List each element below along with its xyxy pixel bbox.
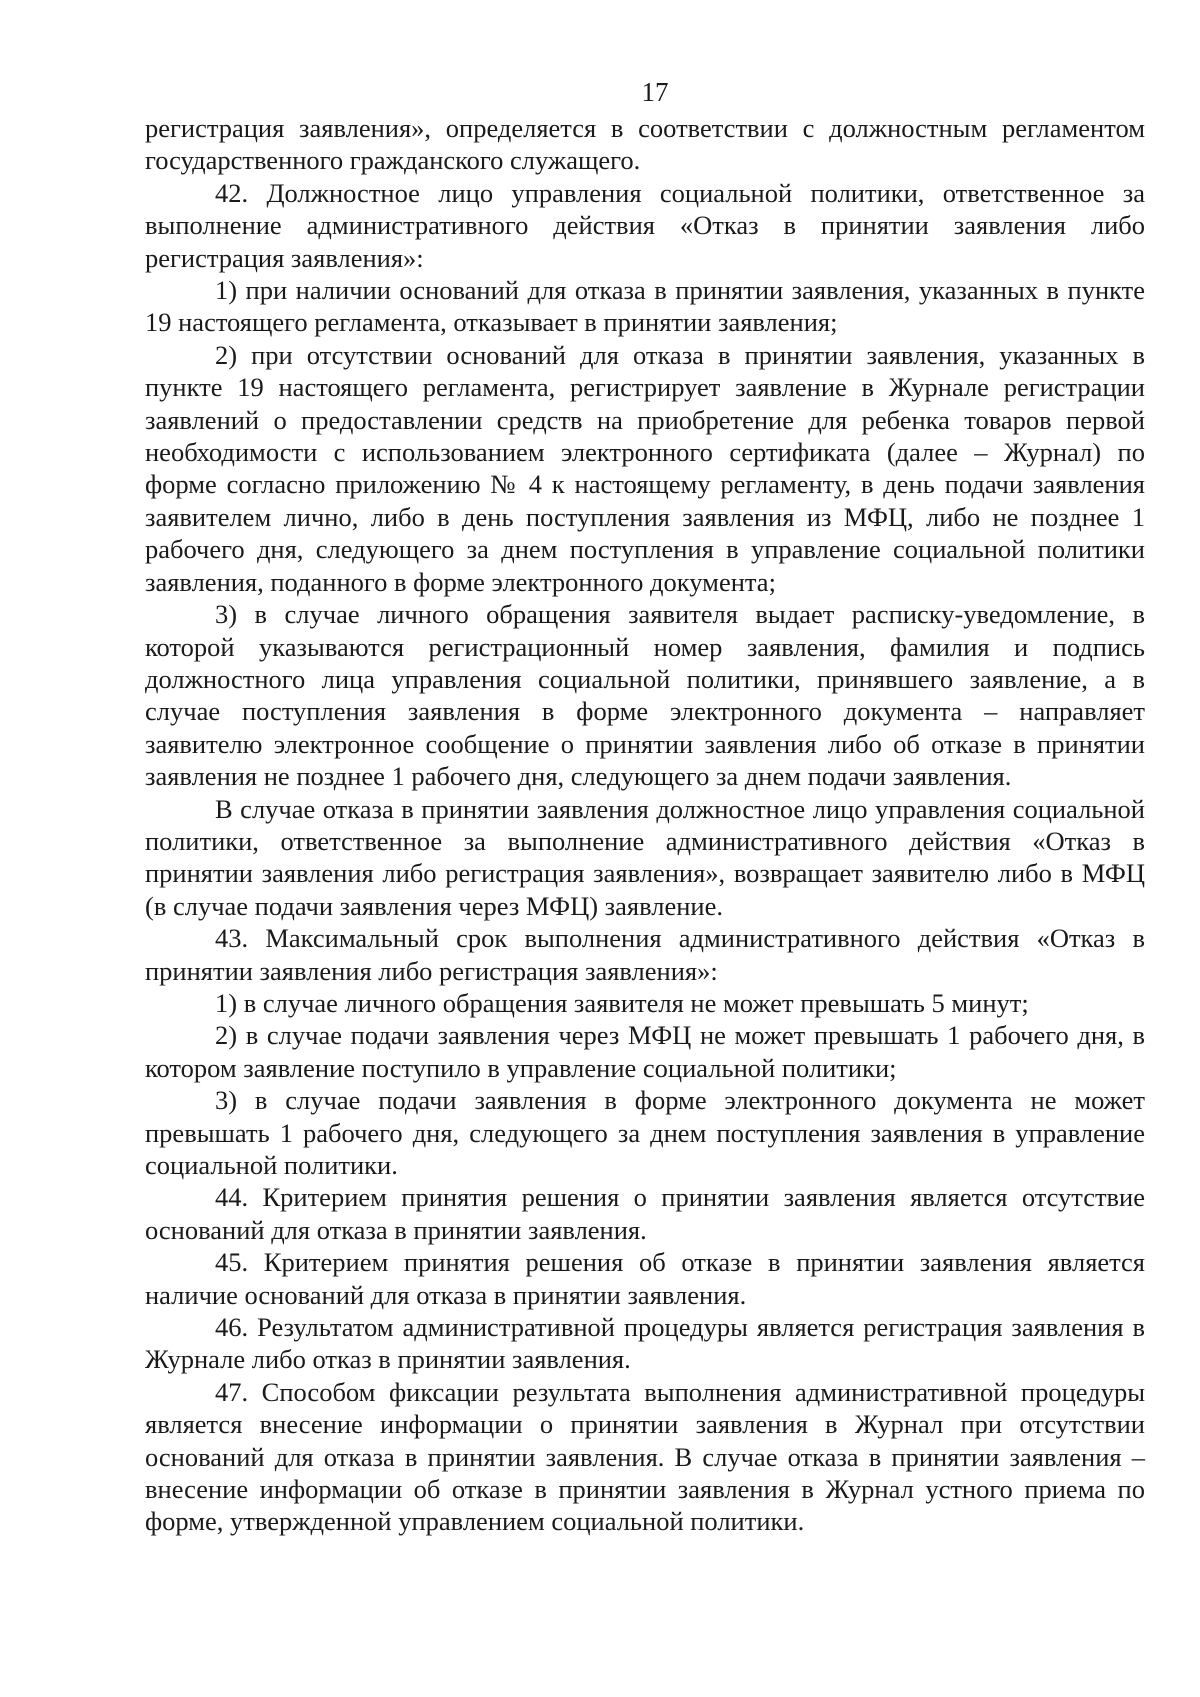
paragraph-47: 47. Способом фиксации результата выполнения административной процедуры является внесение информации о принятии заявления в Журнал при отсутствии оснований для отказа в принятии заявления. В случае отказа в принятии заявления – внесение информации об отказе в принятии заявления в Журнал устного приема по форме, утвержденной управлением социальной политики. bbox=[145, 1376, 1145, 1537]
paragraph-42: 42. Должностное лицо управления социальной политики, ответственное за выполнение административного действия «Отказ в принятии заявления либо регистрация заявления»: bbox=[145, 177, 1145, 273]
paragraph-43: 43. Максимальный срок выполнения административного действия «Отказ в принятии заявления либо регистрация заявления»: bbox=[145, 923, 1145, 986]
paragraph-42-item-1: 1) при наличии оснований для отказа в принятии заявления, указанных в пункте 19 настоящего регламента, отказывает в принятии заявления; bbox=[145, 275, 1145, 338]
paragraph-42-item-2: 2) при отсутствии оснований для отказа в принятии заявления, указанных в пункте 19 настоящего регламента, регистрирует заявление в Журнале регистрации заявлений о предоставлении средств на приобретение для ребенка товаров первой необходимости с использованием электронного сертификата (далее – Журнал) по форме согласно приложению № 4 к настоящему регламенту, в день подачи заявления заявителем лично, либо в день поступления заявления из МФЦ, либо не позднее 1 рабочего дня, следующего за днем поступления в управление социальной политики заявления, поданного в форме электронного документа; bbox=[145, 339, 1145, 597]
paragraph-43-item-3: 3) в случае подачи заявления в форме электронного документа не может превышать 1 рабочего дня, следующего за днем поступления заявления в управление социальной политики. bbox=[145, 1085, 1145, 1180]
paragraph-continuation: регистрация заявления», определяется в соответствии с должностным регламентом государственного гражданского служащего. bbox=[145, 113, 1145, 176]
paragraph-43-item-1: 1) в случае личного обращения заявителя не может превышать 5 минут; bbox=[215, 987, 1029, 1018]
paragraph-refusal-case: В случае отказа в принятии заявления должностное лицо управления социальной политики, ответственное за выполнение административного действия «Отказ в принятии заявления либо регистрация заявления», возвращает заявителю либо в МФЦ (в случае подачи заявления через МФЦ) заявление. bbox=[145, 793, 1145, 921]
paragraph-44: 44. Критерием принятия решения о принятии заявления является отсутствие оснований для отказа в принятии заявления. bbox=[145, 1182, 1145, 1245]
paragraph-42-item-3: 3) в случае личного обращения заявителя выдает расписку-уведомление, в которой указываются регистрационный номер заявления, фамилия и подпись должностного лица управления социальной политики, принявшего заявление, а в случае поступления заявления в форме электронного документа – направляет заявителю электронное сообщение о принятии заявления либо об отказе в принятии заявления не позднее 1 рабочего дня, следующего за днем подачи заявления. bbox=[145, 599, 1145, 792]
paragraph-46: 46. Результатом административной процедуры является регистрация заявления в Журнале либо отказ в принятии заявления. bbox=[145, 1312, 1145, 1375]
paragraph-45: 45. Критерием принятия решения об отказе в принятии заявления является наличие оснований для отказа в принятии заявления. bbox=[145, 1247, 1145, 1310]
document-page bbox=[145, 72, 1145, 1538]
page-number: 17 bbox=[641, 77, 669, 107]
paragraph-43-item-2: 2) в случае подачи заявления через МФЦ не может превышать 1 рабочего дня, в котором заявление поступило в управление социальной политики; bbox=[145, 1020, 1145, 1083]
